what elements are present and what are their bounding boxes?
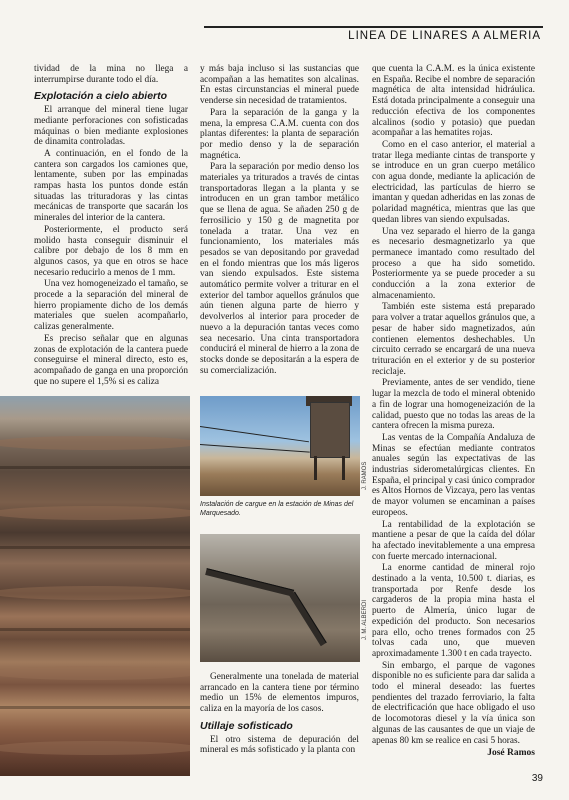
paragraph: Una vez separado el hierro de la ganga es necesario desmagnetizarlo ya que permanece imantado como resultado del proceso a que ha sido sometido. Posteriormente ya se puede proceder a su conducción a la zona exterior de almacenamiento. [372,226,535,301]
paragraph: Una vez homogeneizado el tamaño, se procede a la separación del mineral de hierro propiamente dicho de los demás materiales que suelen acompañarlo, calizas generalmente. [34,279,188,333]
header-rule [204,26,543,28]
paragraph: También este sistema está preparado para volver a tratar aquellos gránulos que, a pesar de haber sido magnetizados, aún contienen elementos deshechables. Un circuito cerrado se encargará de una nueva trituración en el exterior y de su posterior reciclaje. [372,302,535,377]
paragraph: tividad de la mina no llega a interrumpirse durante todo el día. [34,64,188,85]
paragraph: El arranque del mineral tiene lugar mediante perforaciones con sofisticadas máquinas o bien mediante explosiones de dinamita controladas. [34,105,188,148]
paragraph: y más baja incluso si las sustancias que acompañan a las hematites son alcalinas. En estas circunstancias el mineral puede venderse sin necesidad de tratamientos. [200,64,359,107]
photo-credit: J. RAMOS [362,461,368,490]
paragraph: Para la separación de la ganga y la mena, la empresa C.A.M. cuenta con dos plantas diferentes: la planta de separación por medio denso y la de separación magnética. [200,107,359,161]
paragraph: Previamente, antes de ser vendido, tiene lugar la mezcla de todo el mineral obtenido a fin de lograr una homogeneización de la calidad, puesto que no todas las areas de la cantera ofrecen la misma pureza. [372,378,535,432]
column-1 [34,64,188,388]
paragraph: Posteriormente, el producto será molido hasta conseguir disminuir el calibre por debajo de los 8 mm en algunos casos, ya que en otros se hace necesario reducirlo a menos de 1 mm. [34,224,188,278]
paragraph: A continuación, en el fondo de la cantera son cargados los camiones que, lentamente, suben por las empinadas rampas hasta los puntos donde están situadas las trituradoras y las cintas mecánicas de transporte que sacarán los minerales del interior de la cantera. [34,148,188,224]
open-pit-quarry-photo [0,396,190,776]
paragraph: La enorme cantidad de mineral rojo destinado a la venta, 10.500 t. diarias, es transportada por Renfe desde los cargaderos de la propia mina hasta el puerto de Almería, único lugar de expedición del producto. Son necesarios para ello, ocho trenes formados con 25 tolvas cada uno, que mueven aproximadamente 1.300 t en cada trayecto. [372,563,535,659]
paragraph: que cuenta la C.A.M. es la única existente en España. Recibe el nombre de separación magnética de alta intensidad hidráulica. Está dotada principalmente a conseguir una reducción efectiva de los componentes alcalinos (sodio y potasio) que puedan acompañar a las hematites rojas. [372,64,535,139]
column-2-bottom [200,672,359,757]
column-2-top [200,64,359,377]
photo-caption: Instalación de cargue en la estación de Minas del Marquesado. [200,501,354,517]
paragraph: Sin embargo, el parque de vagones disponible no es suficiente para dar salida a todo el mineral deseado: las fuertes pendientes del trazado ferroviario, la falta de electrificación que hace obligado el uso de locomotoras diesel y la vía única son algunas de las causantes de que un viaje de apenas 80 km se realice en casi 5 horas. [372,660,535,746]
paragraph: Para la separación por medio denso los materiales ya triturados a través de cintas transportadoras llegan a la planta y se introducen en un gran tambor metálico que se llena de agua. Se añaden 250 g de ferrosilicio y 150 g de magnetita por tonelada a tratar. Una vez en funcionamiento, los materiales más pesados se van depositando por gravedad en el fondo mientras que los más ligeros van siendo expulsados. Este sistema automático permite volver a triturar en el exterior del tambor aquellos gránulos que aún tienen alguna parte de hierro y devolverlos al interior para proceder de nuevo a la depuración tantas veces como sea necesario. Una cinta transportadora conducirá el mineral de hierro a la zona de stocks donde se depositarán a la espera de su comercialización. [200,162,359,376]
subheading: Utillaje sofisticado [200,719,293,732]
ore-train-photo [200,534,360,662]
paragraph: Como en el caso anterior, el material a tratar llega mediante cintas de transporte y se introduce en un gran cuerpo metálico con agua donde, mediante la aplicación de electricidad, las partículas de hierro se imantan y quedan adheridas en las zonas de polaridad magnética, mientras que las que quedan libres van siendo expulsadas. [372,139,535,225]
column-3 [372,64,535,759]
subheading: Explotación a cielo abierto [34,90,168,103]
page-number: 39 [531,773,543,784]
photo-credit: J. M. ALBERDI [362,599,368,640]
section-header: LINEA DE LINARES A ALMERIA [348,30,541,42]
paragraph: Es preciso señalar que en algunas zonas de explotación de la cantera puede conseguirse el mineral directo, esto es, acompañado de ganga en una proporción que no supere el 1,5% si es caliza [34,333,188,387]
paragraph: Generalmente una tonelada de material arrancado en la cantera tiene por término medio un 15% de elementos impuros, caliza en la mayoría de los casos. [200,672,359,715]
paragraph: La rentabilidad de la explotación se mantiene a pesar de que la caída del dólar ha afectado inevitablemente a una empresa con fuerte mercado internacional. [372,519,535,562]
paragraph: El otro sistema de depuración del mineral es más sofisticado y la planta con [200,734,359,756]
author-signature: José Ramos [487,748,535,759]
paragraph: Las ventas de la Compañía Andaluza de Minas se efectúan mediante contratos anuales según las expectativas de las industrias siderometalúrgicas clientes. En España, el principal y casi único comprador es Altos Hornos de Vizcaya, pero las ventas de mayor volumen se encaminan a países europeos. [372,432,535,518]
loading-station-photo [200,396,360,496]
